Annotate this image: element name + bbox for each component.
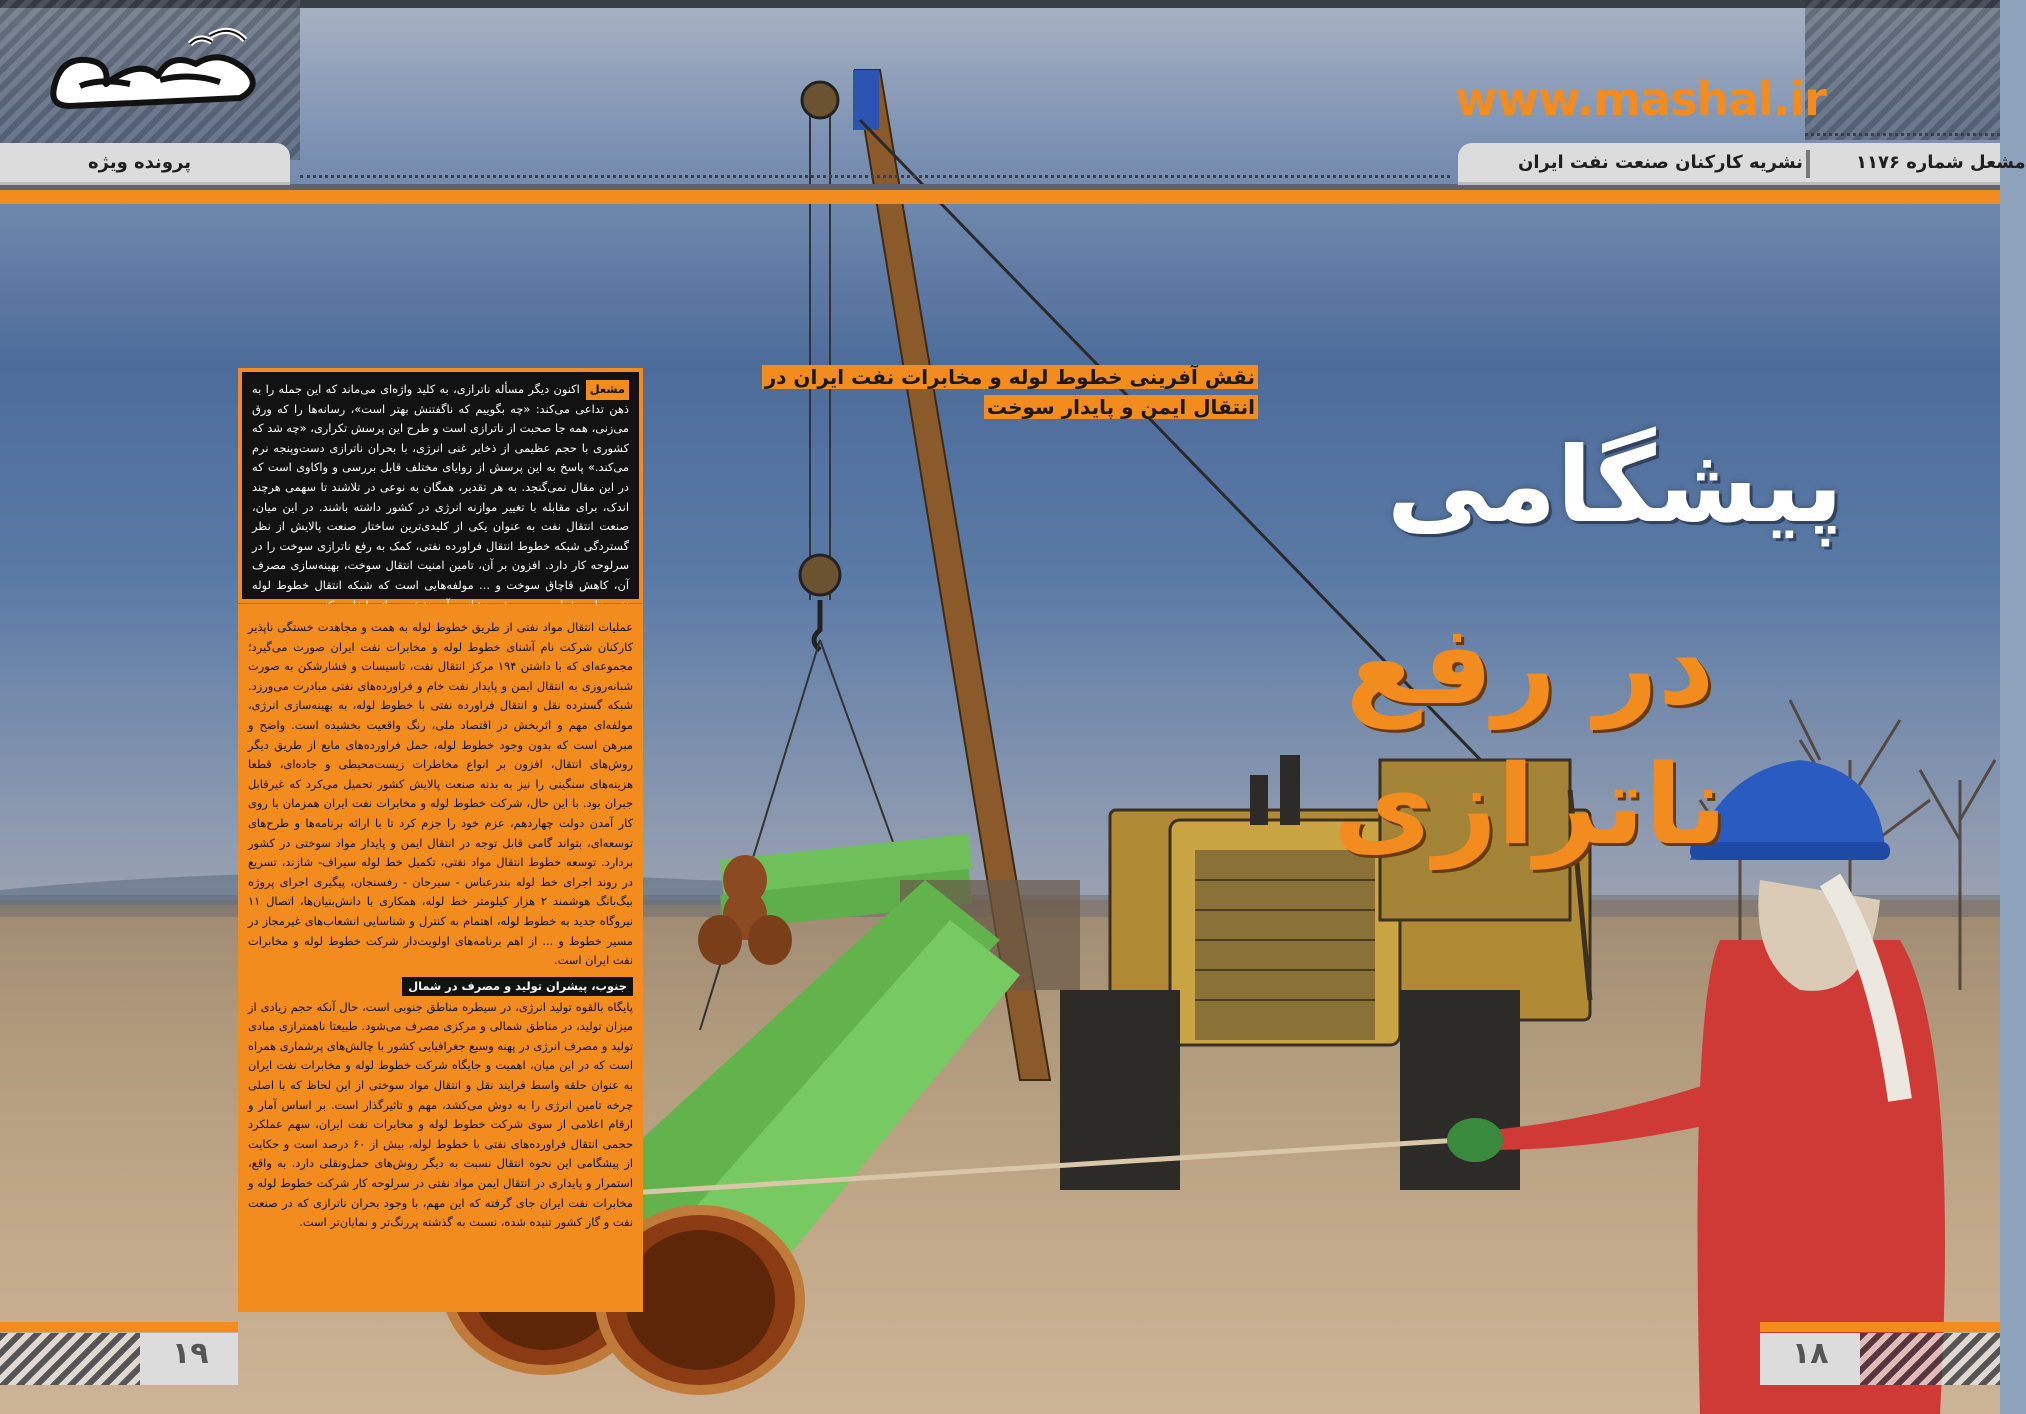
footer-hatch <box>1860 1333 2000 1385</box>
lead-text: اکنون دیگر مسأله ناترازی، به کلید واژه‌ای می‌ماند که این جمله را به ذهن تداعی می‌کند: «چه بگوییم که ناگفتنش بهتر است»، رسانه‌ها را که ورق می‌زنی، همه جا صحبت از ناترازی است و طرح این پرسش تکراری، «چه شد که کشوری با حجم عظیمی از ذخایر غنی انرژی، با بحران ناترازی دست‌وپنجه نرم می‌کند.» پاسخ به این پرسش از زوایای مختلف قابل بررسی و واکاوی است که در این مقال نمی‌گنجد. به هر تقدیر، همگان به نوعی در تلاشند تا سهمی هرچند اندک، برای مقابله با تغییر موازنه انرژی در کشور داشته باشند. در این میان، صنعت انتقال نفت به عنوان یکی از کلیدی‌ترین ساختار صنعت پالایش از نظر گستردگی شبکه خطوط انتقال فراورده نفتی، کمک به رفع ناترازی سوخت را در سرلوحه کار دارد. افزون بر آن، تامین امنیت انتقال سوخت، بهینه‌سازی مصرف آن، کاهش قاچاق سوخت و ... مولفه‌هایی است که شبکه انتقال خطوط لوله <box>252 382 629 592</box>
lead-tag: مشعل <box>586 380 629 400</box>
lead-box <box>238 368 643 603</box>
page-number-left: ۱۹ <box>172 1336 209 1371</box>
website-url[interactable]: www.mashal.ir <box>1455 72 1826 126</box>
dotted-divider <box>300 175 1450 178</box>
tab-divider <box>1806 150 1810 178</box>
footer-hatch <box>0 1333 140 1385</box>
mashal-logo[interactable] <box>40 18 270 118</box>
header-orange-rule <box>0 190 2000 204</box>
article-title-line2: در رفع ناترازی <box>1332 601 1728 869</box>
dotted-divider <box>1805 133 2000 136</box>
body-subheading: جنوب، پیشران تولید و مصرف در شمال <box>402 977 633 996</box>
page-number-right: ۱۸ <box>1792 1336 1829 1371</box>
footer-orange-rule <box>0 1322 238 1332</box>
body-paragraph-2: پایگاه بالقوه تولید انرژی، در سیطره مناطق جنوبی است، حال آنکه حجم زیادی از میزان تولید، در مناطق شمالی و مرکزی مصرف می‌شود. طبیعتا ناهمترازی مبادی تولید و مصرف انرژی در پهنه وسیع جغرافیایی کشور با چالش‌های پرشماری همراه است که در این میان، اهمیت و جایگاه شرکت خطوط لوله و مخابرات نفت ایران به عنوان حلقه واسط فرایند نقل و انتقال مواد سوختی از این لحاظ که با اصلی چرخه تامین انرژی را به دوش می‌کشد، مهم و تاثیرگذار است. بر اساس آمار و ارقام اعلامی از سوی شرکت خطوط لوله و مخابرات نفت ایران، سهم عملکرد حجمی انتقال فراورده‌های نفتی با خطوط لوله، بیش از ۶۰ درصد است و حکایت از پیشگامی این نحوه انتقال نسبت به دیگر روش‌های حمل‌ونقلی دارد. به واقع، استمرار و پایداری در انتقال ایمن مواد نفتی در سرلوحه کار شرکت خطوط لوله و مخابرات نفت ایران جای گرفته که این مهم، با وجود بحران ناترازی که در صنعت نفت و گاز کشور تنیده شده، نسبت به گذشته پررنگ‌تر و نمایان‌تر است. <box>248 999 633 1230</box>
issue-label: مشعل شماره ۱۱۷۶ <box>1856 152 2026 173</box>
publication-tab <box>1458 143 2026 185</box>
footer-orange-rule <box>1760 1322 2000 1332</box>
section-label: پرونده ویژه <box>88 152 191 173</box>
body-column <box>238 604 643 1312</box>
article-kicker <box>758 362 1258 422</box>
kicker-text: نقش آفرینی خطوط لوله و مخابرات نفت ایران در انتقال ایمن و پایدار سوخت <box>762 365 1258 419</box>
top-stripe <box>0 0 2000 8</box>
publication-name: نشریه کارکنان صنعت نفت ایران <box>1518 152 1803 173</box>
section-tab <box>0 143 290 185</box>
hatch-decoration <box>1805 0 2000 140</box>
article-title-line1: پیشگامی <box>1386 424 1844 546</box>
lead-paragraph <box>252 380 629 615</box>
body-paragraph-1: عملیات انتقال مواد نفتی از طریق خطوط لوله به همت و مجاهدت خستگی ناپذیر کارکنان شرکت نام آشنای خطوط لوله و مخابرات نفت ایران صورت می‌گیرد؛ مجموعه‌ای که با داشتن ۱۹۴ مرکز انتقال نفت، تاسیسات و فشارشکن به صورت شبانه‌روزی به انتقال ایمن و پایدار نفت خام و فراورده‌های نفتی مبادرت می‌ورزد. شبکه گسترده نقل و انتقال فراورده نفتی با خطوط لوله، به بهینه‌سازی انرژی، مولفه‌ای مهم و اثربخش در اقتصاد ملی، رنگ واقعیت بخشیده است. واضح و مبرهن است که بدون وجود خطوط لوله، حمل فراورده‌های مایع از طریق دیگر روش‌های انتقال، افزون بر انواع مخاطرات زیست‌محیطی و جاده‌ای، قطعا هزینه‌های سنگینی را نیز به بدنه صنعت پالایش کشور تحمیل می‌کرد که غیرقابل جبران بود. با این حال، شرکت خطوط لوله و مخابرات نفت ایران همزمان با روی کار آمدن دولت چهاردهم، عزم خود را جزم کرد تا با ارائه برنامه‌ها و طرح‌های توسعه‌ای، بتواند گامی قابل توجه در انتقال ایمن و پایدار مواد سوختی در کشور بردارد. توسعه خطوط انتقال مواد نفتی، تکمیل خط لوله سیراف- شازند، تسریع در روند اجرای خط لوله بندرعباس - سیرجان - رفسنجان، پیگیری اجرای پروژه بیگ‌بانگ هوشمند ۲ هزار کیلومتر خط لوله، همکاری با دانش‌بنیان‌ها، اتصال ۱۱ نیروگاه جدید به خطوط لوله، اهتمام به کنترل و شناسایی انشعاب‌های غیرمجاز در مسیر خطوط و ... از اهم برنامه‌های اولویت‌دار شرکت خطوط لوله و مخابرات نفت ایران است. <box>248 620 633 968</box>
subheading-wrap <box>248 971 633 998</box>
